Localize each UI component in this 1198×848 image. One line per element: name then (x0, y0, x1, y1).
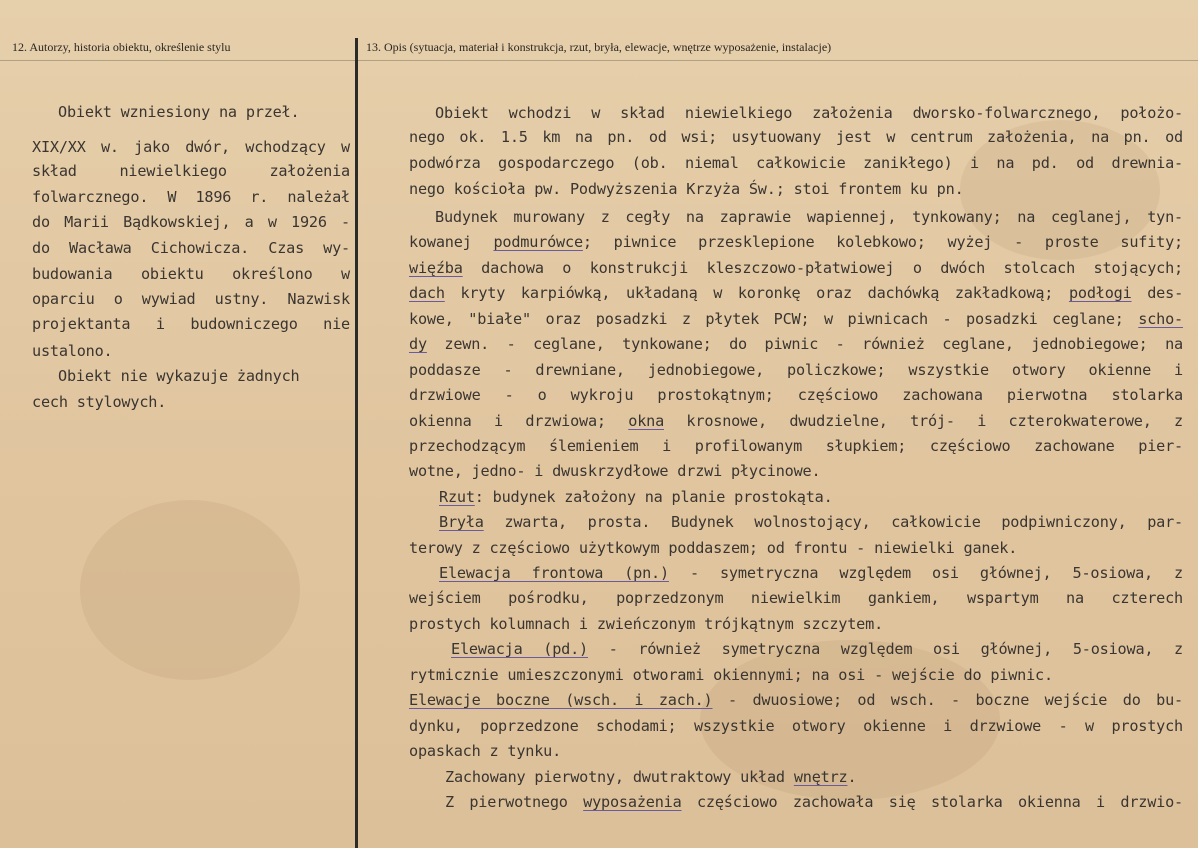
description-line (409, 742, 1183, 760)
description-line (409, 717, 1183, 735)
description-line (409, 259, 1183, 277)
text-run: - również symetryczna względem osi głównej, 5-osiowa, z (587, 640, 1183, 658)
description-line (409, 412, 1183, 430)
underlined-term: Elewacje boczne (wsch. i zach.) (409, 691, 713, 709)
description-line (445, 768, 1183, 786)
text-run: prostych kolumnach i zwieńczonym trójkątnym szczytem. (409, 615, 884, 633)
underlined-term: więźba (409, 259, 463, 277)
description-line (439, 564, 1183, 582)
text-run: - dwuosiowe; od wsch. - boczne wejście do bu- (712, 691, 1183, 709)
description-line (409, 128, 1183, 146)
underlined-term: wnętrz (793, 768, 848, 786)
text-run: zewn. - ceglane, tynkowane; do piwnic - również ceglane, jednobiegowe; na (426, 335, 1183, 353)
text-run: Zachowany pierwotny, dwutraktowy układ (445, 768, 794, 786)
text-run: drzwiowe - o wykroju prostokątnym; częściowo zachowana pierwotna stolarka (409, 386, 1183, 404)
text-run: wotne, jedno- i dwuskrzydłowe drzwi płycinowe. (409, 462, 821, 480)
underlined-term: scho- (1138, 310, 1183, 328)
description-line (409, 180, 1183, 198)
history-line: cech stylowych. (32, 393, 167, 411)
description-line (409, 437, 1183, 455)
column-divider (355, 38, 358, 848)
section-12-header: 12. Autorzy, historia obiektu, określenie stylu (12, 40, 231, 54)
underlined-term: dy (409, 335, 427, 353)
description-line (439, 488, 1183, 506)
text-run: podwórza gospodarczego (ob. niemal całkowicie zanikłego) i na pd. od drewnia- (409, 154, 1183, 172)
text-run: krosnowe, dwudzielne, trój- i czterokwaterowe, z (664, 412, 1183, 430)
text-run: Z pierwotnego (445, 793, 584, 811)
text-run: nego ok. 1.5 km na pn. od wsi; usytuowany jest w centrum założenia, na pn. od (409, 128, 1183, 146)
text-run: wejściem pośrodku, poprzedzonym niewielkim gankiem, wspartym na czterech (409, 589, 1183, 607)
text-run: Budynek murowany z cegły na zaprawie wapiennej, tynkowany; na ceglanej, tyn- (435, 208, 1183, 226)
history-line: skład niewielkiego założenia (32, 162, 350, 180)
underlined-term: podłogi (1068, 284, 1132, 302)
description-line (451, 640, 1183, 658)
history-line: budowania obiektu określono w (32, 265, 350, 283)
underlined-term: Elewacja frontowa (pn.) (439, 564, 669, 582)
text-run: . (847, 768, 857, 786)
text-run: nego kościoła pw. Podwyższenia Krzyża Św.; stoi frontem ku pn. (409, 180, 964, 198)
text-run: przechodzącym ślemieniem i profilowanym słupkiem; częściowo zachowane pier- (409, 437, 1183, 455)
text-run: rytmicznie umieszczonymi otworami okiennymi; na osi - wejście do piwnic. (409, 666, 1053, 684)
text-run: des- (1131, 284, 1184, 302)
text-run: ; piwnice przesklepione kolebkowo; wyżej - proste sufity; (582, 233, 1183, 251)
history-line: Obiekt nie wykazuje żadnych (58, 367, 300, 385)
description-line (409, 462, 1183, 480)
text-run: okienna i drzwiowa; (409, 412, 629, 430)
description-line (435, 208, 1183, 226)
underlined-term: podmurówce (493, 233, 583, 251)
underlined-term: Elewacja (pd.) (451, 640, 588, 658)
description-line (409, 361, 1183, 379)
text-run: Obiekt wchodzi w skład niewielkiego założenia dworsko-folwarcznego, położo- (435, 104, 1183, 122)
description-line (409, 666, 1183, 684)
underlined-term: Bryła (439, 513, 484, 531)
text-run: zwarta, prosta. Budynek wolnostojący, całkowicie podpiwniczony, par- (483, 513, 1183, 531)
header-rule (0, 60, 1198, 61)
description-line (409, 589, 1183, 607)
description-line (409, 539, 1183, 557)
description-line (409, 386, 1183, 404)
history-line: do Marii Bądkowskiej, a w 1926 - (32, 213, 350, 231)
text-run: częściowo zachowała się stolarka okienna i drzwio- (681, 793, 1183, 811)
history-line: projektanta i budowniczego nie (32, 315, 350, 333)
text-run: kowanej (409, 233, 494, 251)
description-line (439, 513, 1183, 531)
description-line (445, 793, 1183, 811)
text-run: opaskach z tynku. (409, 742, 562, 760)
description-line (409, 691, 1183, 709)
text-run: kryty karpiówką, układaną w koronkę oraz dachówką zakładkową; (444, 284, 1069, 302)
description-line (409, 284, 1183, 302)
history-line: Obiekt wzniesiony na przeł. (58, 103, 300, 121)
history-line: ustalono. (32, 342, 113, 360)
underlined-term: dach (409, 284, 445, 302)
text-run: dachowa o konstrukcji kleszczowo-płatwiowej o dwóch stolcach stojących; (462, 259, 1183, 277)
description-line (409, 615, 1183, 633)
description-line (409, 335, 1183, 353)
underlined-term: okna (628, 412, 665, 430)
history-line: oparciu o wywiad ustny. Nazwisk (32, 290, 350, 308)
history-line: XIX/XX w. jako dwór, wchodzący w (32, 138, 350, 156)
description-line (435, 104, 1183, 122)
underlined-term: wyposażenia (583, 793, 682, 811)
text-run: : budynek założony na planie prostokąta. (474, 488, 833, 506)
underlined-term: Rzut (439, 488, 475, 506)
section-13-header: 13. Opis (sytuacja, materiał i konstrukcja, rzut, bryła, elewacje, wnętrze wyposażenie, instalacje) (366, 40, 832, 54)
history-line: do Wacława Cichowicza. Czas wy- (32, 239, 350, 257)
text-run: kowe, "białe" oraz posadzki z płytek PCW; w piwnicach - posadzki ceglane; (409, 310, 1139, 328)
description-line (409, 310, 1183, 328)
description-line (409, 233, 1183, 251)
text-run: poddasze - drewniane, jednobiegowe, policzkowe; wszystkie otwory okienne i (409, 361, 1183, 379)
text-run: dynku, poprzedzone schodami; wszystkie otwory okienne i drzwiowe - w prostych (409, 717, 1183, 735)
text-run: terowy z częściowo użytkowym poddaszem; od frontu - niewielki ganek. (409, 539, 1018, 557)
description-line (409, 154, 1183, 172)
paper-stain (80, 500, 300, 680)
history-line: folwarcznego. W 1896 r. należał (32, 188, 350, 206)
text-run: - symetryczna względem osi głównej, 5-osiowa, z (668, 564, 1183, 582)
